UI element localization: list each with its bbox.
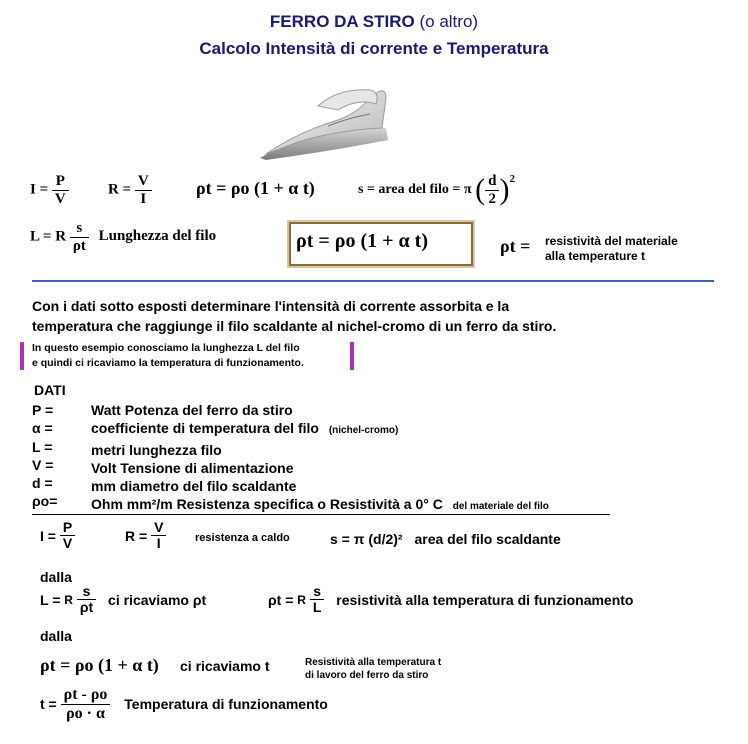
title-alt: (o altro) <box>419 12 479 31</box>
formula-t: t = $\frac{\rho t - \rho o}{\rho o \cdot \alpha}$ Temperatura di funzionamento <box>40 686 328 722</box>
resistivity-description: resistività del materiale alla temperature t <box>545 234 678 263</box>
dati-heading: DATI <box>34 382 66 398</box>
dalla-1: dalla <box>40 569 72 585</box>
formula-rho-t: ρt = ρo (1 + α t) <box>196 178 315 198</box>
dati-descriptions: Watt Potenza del ferro da stiro coefficiente di temperatura del filo (nichel-cromo) metri lunghezza filo Volt Tensione di alimentazione mm diametro del filo scaldante Ohm mm²/m Resistenza specifica o Resistività a 0° C del materiale del filo <box>91 402 549 513</box>
note-text: In questo esempio conosciamo la lunghezza L del filo e quindi ci ricaviamo la temperatura di funzionamento. <box>32 342 304 369</box>
formula-R: R = $\frac{V}{I}$ <box>108 173 152 207</box>
formula-I-bottom: I = $\frac{P}{V}$ <box>40 520 75 552</box>
dati-underline <box>32 514 610 515</box>
boxed-formula-text: ρt = ρo (1 + α t) <box>296 230 429 252</box>
note-left-bar <box>20 342 24 370</box>
page-title <box>0 12 748 32</box>
ricaviamo-t: ci ricaviamo t <box>180 658 270 674</box>
formula-rho-t-bottom: ρt = R $\frac{s}{L}$ resistività alla temperatura di funzionamento <box>268 583 634 616</box>
rho-t-label: ρt = <box>500 236 531 256</box>
formula-rho-bottom: ρt = ρo (1 + α t) <box>40 655 159 675</box>
formula-I: I = $\frac{P}{V}$ <box>30 173 69 207</box>
lavoro-note: Resistività alla temperatura t di lavoro del ferro da stiro <box>305 657 442 681</box>
formula-R-bottom: R = $\frac{V}{I}$ <box>125 520 166 552</box>
divider-line <box>32 280 714 282</box>
note-right-bar <box>350 342 354 370</box>
formula-L-bottom: L = R $\frac{s}{\rho t}$ ci ricaviamo ρt <box>40 583 207 616</box>
page-subtitle: Calcolo Intensità di corrente e Temperatura <box>199 39 549 58</box>
formula-L: L = R $\frac{s}{\rho t}$ Lunghezza del filo <box>30 220 217 254</box>
resistenza-caldo: resistenza a caldo <box>195 532 290 544</box>
intro-text: Con i dati sotto esposti determinare l'intensità di corrente assorbita e la temperatura che raggiunge il filo scaldante al nichel-cromo di un ferro da stiro. <box>32 298 557 334</box>
dati-symbols: P = α = L = V = d = ρo= <box>32 402 58 510</box>
formula-area-bottom: s = π (d/2)² area del filo scaldante <box>330 531 561 547</box>
iron-image <box>258 84 394 162</box>
formula-area: s = area del filo = π ( $\frac{d}{2}$ )$^2$ <box>358 173 515 207</box>
title-main: FERRO DA STIRO <box>269 12 415 31</box>
dalla-2: dalla <box>40 628 72 644</box>
